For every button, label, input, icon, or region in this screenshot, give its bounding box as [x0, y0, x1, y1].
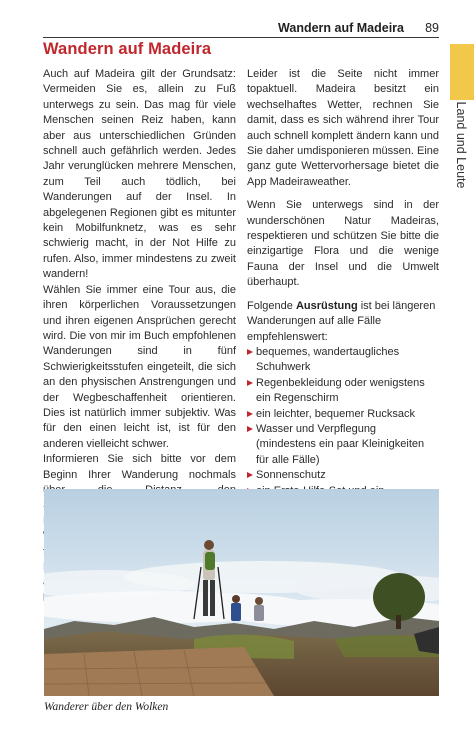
equipment-intro-after: ist bei längeren Wanderungen auf alle Fälle empfehlenswert:: [247, 299, 436, 343]
right-paragraph-2: Wenn Sie unterwegs sind in der wunderschönen Natur Madeiras, respektieren und schützen Sie bitte die einzigartige Flora und die wenige Fauna der Insel und die Umwelt überhaupt.: [247, 199, 439, 289]
header-rule: [43, 37, 439, 38]
left-paragraph-2: Wählen Sie immer eine Tour aus, die ihren körperlichen Voraussetzungen und ihren eigenen Ansprüchen gerecht wird. Die von mir im Buch empfohlenen Wanderungen sind in fünf Schwierigkeitsstufen eingeteilt, die sich an den physischen Anstrengungen und der Wegbeschaffenheit orientieren. Dies ist natürlich immer subjektiv. Was für den einen leicht ist, ist für den anderen vielleicht schwer.: [43, 283, 236, 450]
hikers-photo: [44, 489, 439, 696]
right-paragraph-1: Leider ist die Seite nicht immer topaktuell. Madeira besitzt ein wechselhaftes Wetter, rechnen Sie damit, dass es sich während ihrer Tour auch schnell komplett ändern kann und Sie daher umdisponieren müssen. Eine ganz gute Wettervorhersage bietet die App Madeiraweather.: [247, 68, 440, 188]
side-tab-marker: [450, 44, 474, 100]
equipment-item: bequemes, wandertaugliches Schuhwerk: [247, 345, 439, 376]
page-number: 89: [425, 21, 439, 35]
equipment-item: Sonnenschutz: [247, 468, 439, 483]
equipment-intro: [247, 299, 439, 345]
equipment-intro-bold: Ausrüstung: [295, 299, 358, 312]
equipment-item: Regenbekleidung oder wenigstens ein Regenschirm: [247, 376, 439, 407]
left-paragraph-1: Auch auf Madeira gilt der Grundsatz: Vermeiden Sie es, allein zu Fuß unterwegs zu sein. Das mag für viele Menschen seinen Reiz haben, kann aber aus unterschiedlichen Gründen schnell auch gefährlich werden. Jedes Jahr verunglücken mehrere Menschen, zum Teil auch tödlich, bei Wanderungen auf der Insel. In abgelegenen Regionen gibt es mitunter kein Mobilfunknetz, was es sehr schwierig macht, in der Not Hilfe zu rufen. Also, immer mindestens zu zweit wandern!: [43, 68, 236, 281]
running-title: Wandern auf Madeira: [278, 21, 404, 35]
equipment-item: ein leichter, bequemer Rucksack: [247, 407, 439, 422]
equipment-intro-before: Folgende: [247, 299, 296, 312]
side-tab-label: Land und Leute: [454, 101, 468, 189]
equipment-item: Wasser und Verpflegung (mindestens ein paar Kleinigkeiten für alle Fälle): [247, 422, 439, 468]
photo-caption: Wanderer über den Wolken: [44, 701, 169, 713]
left-paragraph-3: Informieren Sie sich bitte vor dem Beginn Ihrer Wanderung nochmals: [43, 453, 236, 481]
page-heading: Wandern auf Madeira: [43, 40, 212, 58]
